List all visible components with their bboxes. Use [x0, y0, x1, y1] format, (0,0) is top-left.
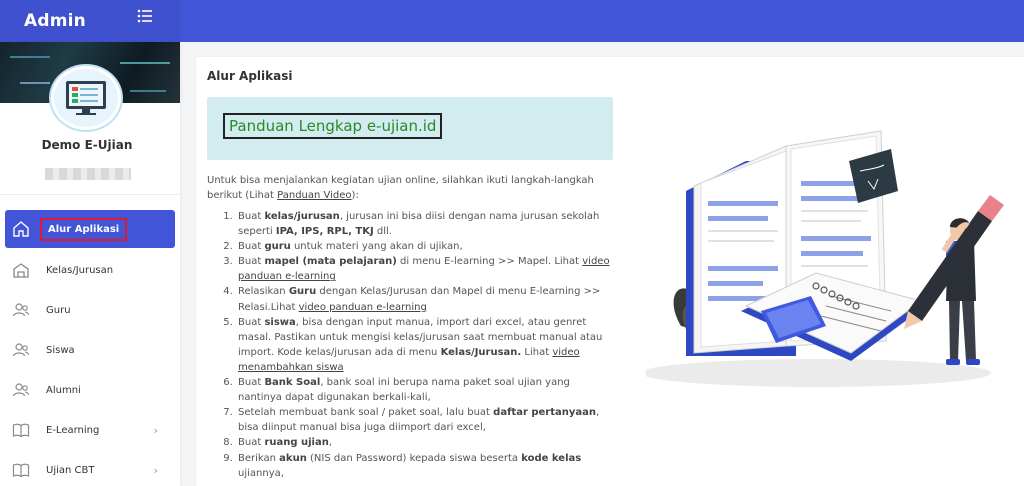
open-book-illustration [646, 91, 1024, 391]
step-item [236, 451, 614, 481]
step-text: Buat [238, 377, 265, 389]
step-text: daftar pertanyaan [493, 407, 597, 419]
step-text: IPA, IPS, RPL, TKJ [275, 226, 374, 238]
sidebar-item-alur-aplikasi[interactable] [5, 210, 175, 248]
step-link[interactable]: video panduan e-learning [298, 301, 427, 313]
sidebar-item-siswa[interactable] [0, 330, 180, 370]
step-text: , [328, 437, 333, 449]
step-text: ujiannya, [238, 467, 284, 479]
step-text: mapel (mata pelajaran) [264, 256, 397, 268]
step-text: ruang ujian [264, 437, 329, 449]
menu-list-icon[interactable] [136, 7, 154, 25]
step-text: Guru [288, 286, 317, 298]
step-text: , bisa diinput manual bisa juga diimport dari excel, [238, 407, 600, 434]
step-text: Berikan [238, 452, 280, 464]
intro-after: ): [351, 190, 359, 201]
sidebar-item-label: Ujian CBT [46, 464, 95, 476]
chevron-right-icon: › [153, 423, 158, 437]
step-item [236, 254, 614, 284]
chevron-right-icon: › [153, 463, 158, 477]
sidebar-item-kelas-jurusan[interactable] [0, 250, 180, 290]
sidebar-divider [0, 194, 180, 195]
steps-list [222, 209, 614, 481]
step-text: kelas/jurusan [264, 211, 340, 222]
sidebar-item-alumni[interactable] [0, 370, 180, 410]
sidebar-item-label: Alumni [46, 384, 81, 396]
step-text: guru [264, 241, 291, 253]
step-item [236, 209, 614, 239]
user-name: Demo E-Ujian [41, 138, 133, 152]
step-text: Relasikan [238, 286, 289, 298]
step-text: siswa [264, 316, 296, 328]
step-text: Setelah membuat bank soal / paket soal, lalu buat [238, 407, 494, 419]
step-text: , bisa dengan input manua, import dari excel, atau genret masal. Pastikan untuk mengisi kelas/jurusan saat membuat manual atau import. Kode kelas/jurusan ada di menu [238, 316, 603, 358]
user-info-redacted [45, 168, 131, 180]
sidebar-item-label: E-Learning [46, 424, 100, 436]
sidebar-nav [0, 210, 180, 486]
step-link[interactable]: video menambahkan siswa [238, 346, 580, 373]
home-icon [12, 220, 30, 238]
step-text: Lihat [521, 346, 553, 358]
guide-link[interactable]: Panduan Lengkap e-ujian.id [223, 113, 442, 139]
step-text: kode kelas [521, 452, 582, 464]
step-text: dengan Kelas/Jurusan dan Mapel di menu E-learning >> Relasi.Lihat [238, 286, 601, 313]
sidebar-item-ujian-cbt[interactable] [0, 450, 180, 486]
sidebar-item-label: Siswa [46, 344, 75, 356]
monitor-checklist-icon [62, 78, 110, 118]
step-text: Buat [238, 211, 265, 222]
step-text: Buat [238, 316, 265, 328]
step-item [236, 405, 614, 435]
step-item [236, 315, 614, 375]
guide-callout [207, 97, 613, 160]
step-link[interactable]: video panduan e-learning [238, 256, 610, 283]
step-item [236, 239, 614, 254]
page-title: Alur Aplikasi [207, 69, 293, 83]
intro-before: Untuk bisa menjalankan kegiatan ujian online, silahkan ikuti langkah-langkah berikut (Lihat [207, 175, 594, 201]
content-card [196, 57, 1024, 486]
step-text: untuk materi yang akan di ujikan, [290, 241, 463, 253]
sidebar-item-label: Guru [46, 304, 71, 316]
step-text: Bank Soal [264, 377, 321, 389]
step-item [236, 435, 614, 450]
users-icon [12, 381, 30, 399]
step-text: dll. [373, 226, 392, 238]
step-text: , jurusan ini bisa diisi dengan nama jurusan sekolah seperti [238, 211, 600, 238]
panduan-video-link[interactable]: Panduan Video [277, 190, 352, 201]
sidebar-item-e-learning[interactable] [0, 410, 180, 450]
users-icon [12, 301, 30, 319]
step-text: Buat [238, 256, 265, 268]
step-text: Kelas/Jurusan. [440, 346, 522, 358]
sidebar-item-guru[interactable] [0, 290, 180, 330]
brand-title: Admin [24, 11, 86, 31]
building-icon [12, 261, 30, 279]
step-text: , bank soal ini berupa nama paket soal ujian yang nantinya dapat digunakan berkali-kali, [238, 377, 570, 404]
book-icon [12, 421, 30, 439]
step-text: Buat [238, 241, 265, 253]
sidebar-item-label: Kelas/Jurusan [46, 264, 114, 276]
step-text: (NIS dan Password) kepada siswa beserta [306, 452, 522, 464]
users-icon [12, 341, 30, 359]
sidebar-item-label: Alur Aplikasi [40, 218, 127, 241]
book-icon [12, 461, 30, 479]
step-text: Buat [238, 437, 265, 449]
top-navbar [180, 0, 1024, 42]
intro-text [207, 173, 617, 203]
step-item [236, 375, 614, 405]
sidebar [0, 42, 180, 486]
avatar [51, 66, 121, 130]
step-text: akun [279, 452, 307, 464]
step-item [236, 284, 614, 314]
step-text: di menu E-learning >> Mapel. Lihat [396, 256, 583, 268]
brand-bar [0, 0, 180, 42]
